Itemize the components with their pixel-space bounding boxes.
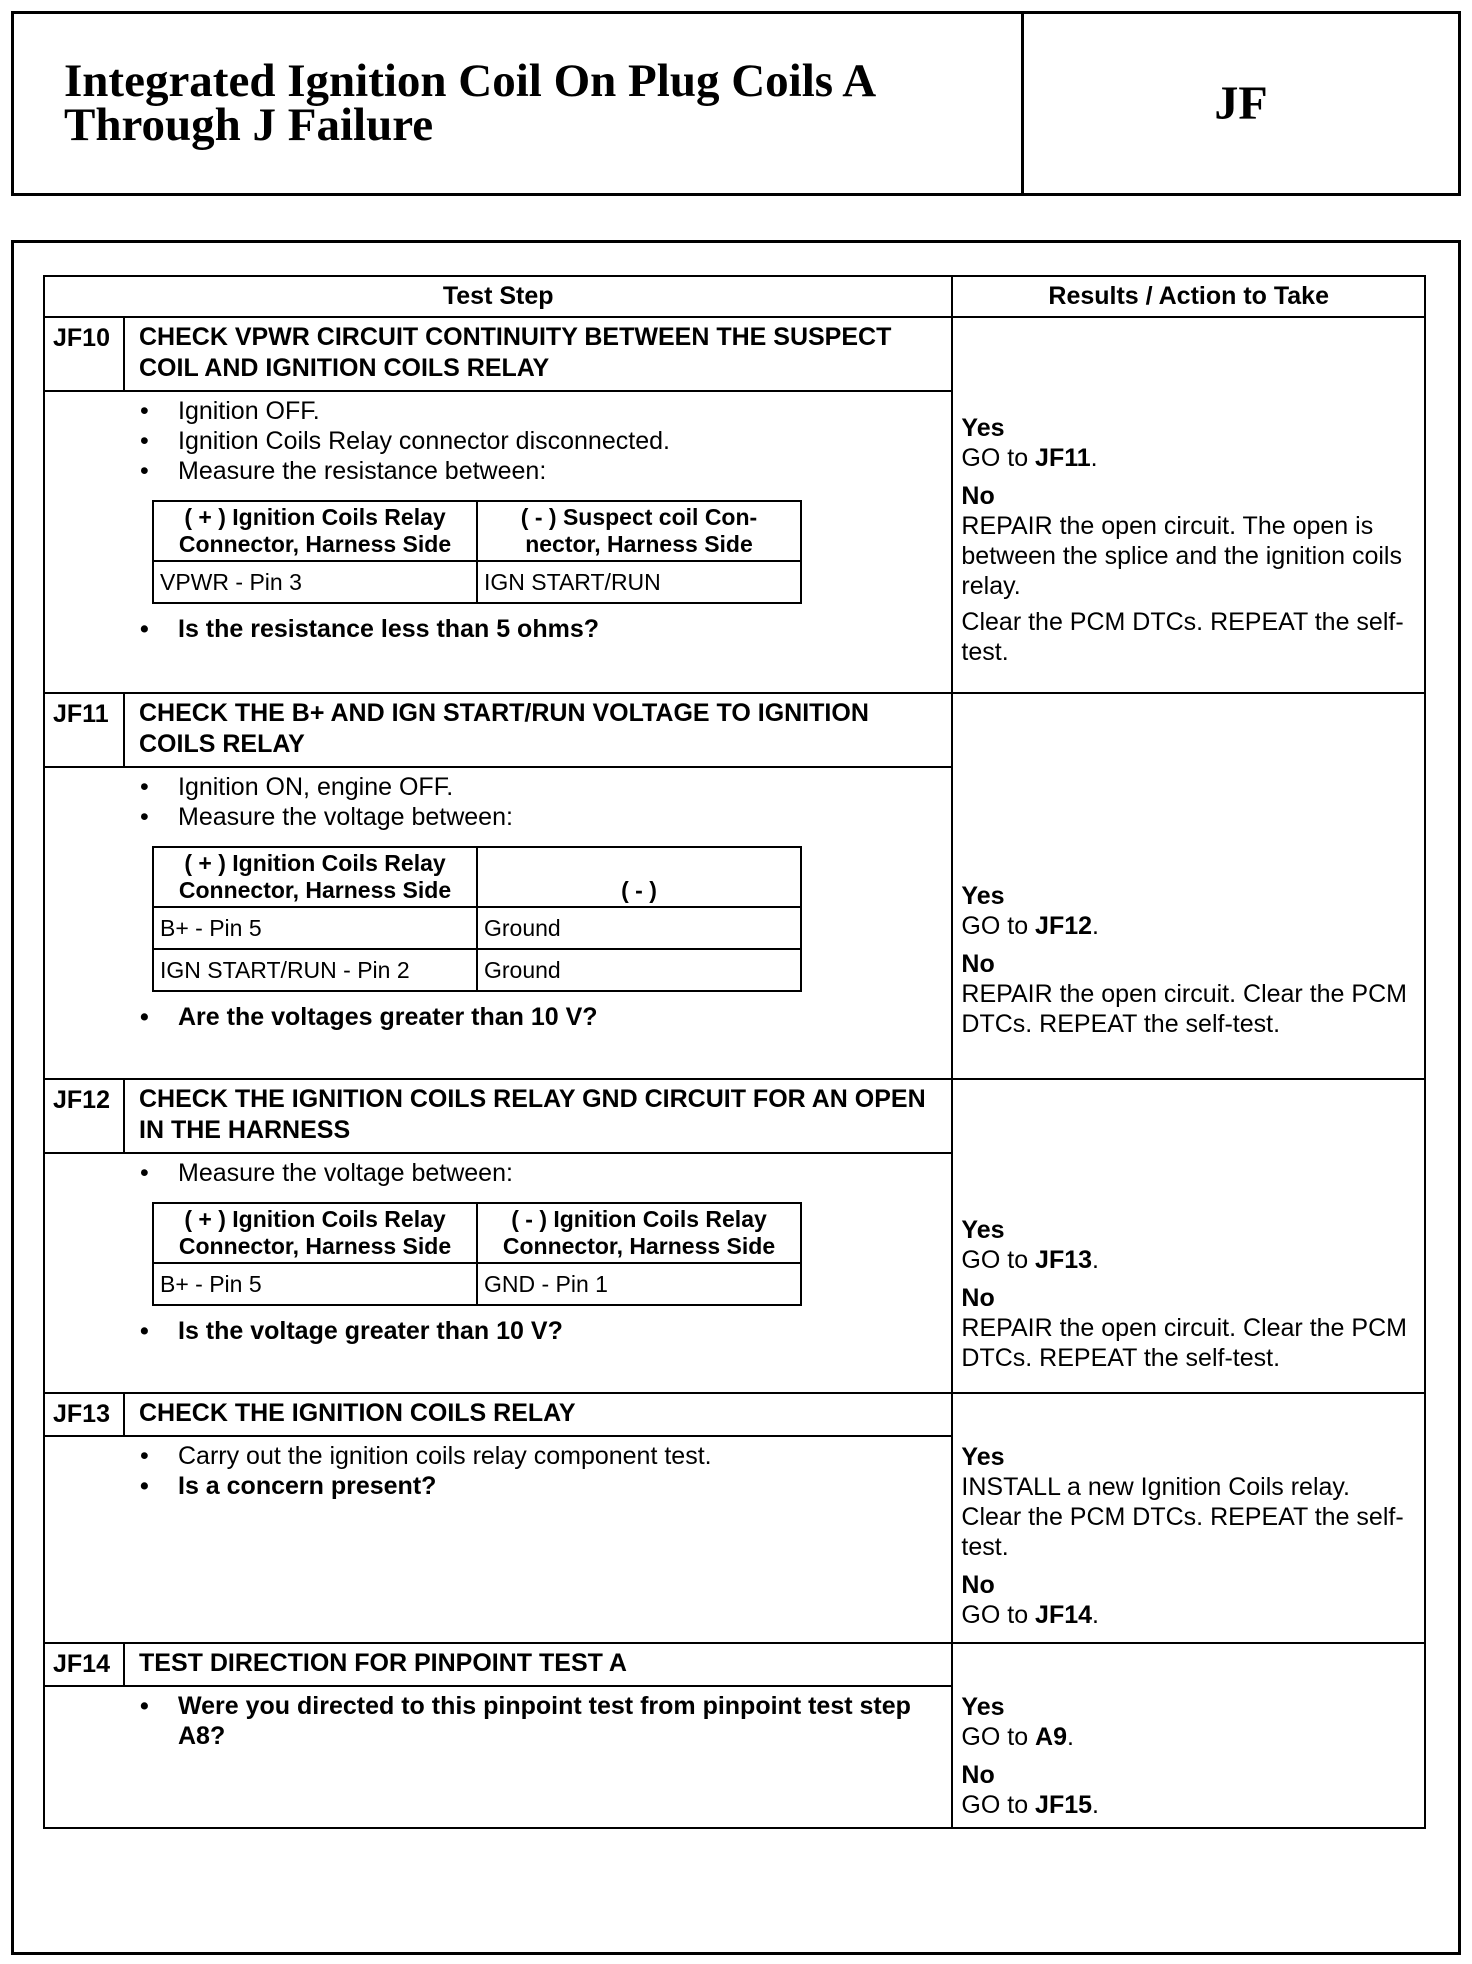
step-row-jf10	[44, 317, 1425, 693]
step-header	[45, 1644, 951, 1687]
bullet-item: • Ignition OFF.	[140, 396, 951, 426]
yes-label: Yes	[961, 414, 1005, 442]
no-label: No	[961, 482, 995, 510]
bullet-item: • Measure the resistance between:	[140, 456, 951, 486]
measurement-header-plus: ( + ) Ignition Coils Relay Connector, Harness Side	[153, 1203, 477, 1263]
yes-label: Yes	[961, 1216, 1005, 1244]
go-to-text: GO to	[961, 1601, 1029, 1629]
result-cell	[952, 317, 1425, 693]
section-code: JF	[1214, 77, 1268, 130]
step-row-jf14	[44, 1643, 1425, 1828]
no-label: No	[961, 1284, 995, 1312]
step-body	[45, 1687, 951, 1757]
step-reference: JF13	[1035, 1246, 1093, 1274]
yes-action: GO to JF12.	[961, 912, 1099, 940]
step-header	[45, 1394, 951, 1437]
bullet-item: • Measure the voltage between:	[140, 1158, 951, 1188]
step-id: JF11	[45, 694, 125, 766]
go-to-text: GO to	[961, 1723, 1029, 1751]
result-cell	[952, 1643, 1425, 1828]
yes-label: Yes	[961, 882, 1005, 910]
step-title: TEST DIRECTION FOR PINPOINT TEST A	[139, 1649, 627, 1677]
result-cell	[952, 1079, 1425, 1393]
measurement-cell: IGN START/RUN - Pin 2	[153, 949, 477, 991]
title-line-2: Through J Failure	[64, 99, 434, 151]
no-action: GO to JF14.	[961, 1601, 1099, 1629]
bullet-item: • Measure the voltage between:	[140, 802, 951, 832]
step-body	[45, 392, 951, 650]
step-header	[45, 318, 951, 392]
measurement-header-minus: ( - ) Ignition Coils Relay Connector, Harness Side	[477, 1203, 801, 1263]
step-reference: A9	[1035, 1723, 1068, 1751]
result-block	[953, 343, 1424, 667]
step-question: • Are the voltages greater than 10 V?	[140, 1002, 951, 1032]
measurement-header-minus: ( - )	[477, 847, 801, 907]
result-cell	[952, 693, 1425, 1079]
step-reference: JF15	[1035, 1791, 1093, 1819]
bullet-item: • Ignition ON, engine OFF.	[140, 772, 951, 802]
step-body	[45, 1154, 951, 1352]
step-cell	[44, 693, 952, 1079]
no-action: REPAIR the open circuit. The open is between the splice and the ignition coils relay.	[961, 512, 1402, 600]
step-title: CHECK THE B+ AND IGN START/RUN VOLTAGE TO IGNITION COILS RELAY	[139, 699, 869, 758]
bullet-item: • Carry out the ignition coils relay component test.	[140, 1441, 951, 1471]
measurement-cell: GND - Pin 1	[477, 1263, 801, 1305]
step-question: • Were you directed to this pinpoint test from pinpoint test step A8?	[140, 1691, 911, 1751]
pinpoint-test-table	[43, 275, 1426, 1829]
step-cell	[44, 1643, 952, 1828]
step-header	[45, 1080, 951, 1154]
table-header-row	[44, 276, 1425, 317]
col-results: Results / Action to Take	[952, 276, 1425, 317]
step-reference: JF12	[1035, 912, 1093, 940]
result-cell	[952, 1393, 1425, 1643]
step-row-jf13	[44, 1393, 1425, 1643]
no-action: REPAIR the open circuit. Clear the PCM DTCs. REPEAT the self-test.	[961, 1314, 1407, 1372]
measurement-header-minus: ( - ) Suspect coil Con-nector, Harness Side	[477, 501, 801, 561]
go-to-text: GO to	[961, 912, 1029, 940]
measurement-cell: Ground	[477, 949, 801, 991]
no-action: GO to JF15.	[961, 1791, 1099, 1819]
step-body	[45, 768, 951, 1038]
step-body	[45, 1437, 951, 1507]
measurement-table	[152, 500, 802, 604]
no-label: No	[961, 1571, 995, 1599]
measurement-header-plus: ( + ) Ignition Coils Relay Connector, Harness Side	[153, 501, 477, 561]
step-title: CHECK VPWR CIRCUIT CONTINUITY BETWEEN THE SUSPECT COIL AND IGNITION COILS RELAY	[139, 323, 892, 382]
step-title: CHECK THE IGNITION COILS RELAY	[139, 1399, 576, 1427]
step-title: CHECK THE IGNITION COILS RELAY GND CIRCUIT FOR AN OPEN IN THE HARNESS	[139, 1085, 926, 1144]
yes-action: GO to JF13.	[961, 1246, 1099, 1274]
measurement-cell: VPWR - Pin 3	[153, 561, 477, 603]
page-header	[11, 11, 1461, 196]
result-block	[953, 733, 1424, 1039]
measurement-cell: Ground	[477, 907, 801, 949]
measurement-cell: B+ - Pin 5	[153, 1263, 477, 1305]
step-id: JF14	[45, 1644, 125, 1685]
step-question: • Is a concern present?	[140, 1471, 951, 1501]
step-id: JF10	[45, 318, 125, 390]
col-test-step: Test Step	[44, 276, 952, 317]
step-id: JF12	[45, 1080, 125, 1152]
go-to-text: GO to	[961, 1791, 1029, 1819]
page-title	[14, 14, 1024, 193]
step-question: • Is the resistance less than 5 ohms?	[140, 614, 951, 644]
yes-action: INSTALL a new Ignition Coils relay. Clear the PCM DTCs. REPEAT the self-test.	[961, 1473, 1404, 1561]
no-label: No	[961, 950, 995, 978]
result-block	[953, 1099, 1424, 1373]
result-block	[953, 1394, 1424, 1630]
step-cell	[44, 1079, 952, 1393]
bullet-item: • Ignition Coils Relay connector disconnected.	[140, 426, 951, 456]
step-question: • Is the voltage greater than 10 V?	[140, 1316, 951, 1346]
yes-action: GO to JF11.	[961, 444, 1098, 472]
measurement-table	[152, 1202, 802, 1306]
step-row-jf11	[44, 693, 1425, 1079]
go-to-text: GO to	[961, 1246, 1029, 1274]
measurement-header-plus: ( + ) Ignition Coils Relay Connector, Harness Side	[153, 847, 477, 907]
step-cell	[44, 317, 952, 693]
measurement-cell: IGN START/RUN	[477, 561, 801, 603]
yes-label: Yes	[961, 1693, 1005, 1721]
step-cell	[44, 1393, 952, 1643]
no-action: REPAIR the open circuit. Clear the PCM DTCs. REPEAT the self-test.	[961, 980, 1407, 1038]
step-row-jf12	[44, 1079, 1425, 1393]
yes-label: Yes	[961, 1443, 1005, 1471]
measurement-cell: B+ - Pin 5	[153, 907, 477, 949]
go-to-text: GO to	[961, 444, 1029, 472]
step-reference: JF14	[1035, 1601, 1093, 1629]
step-id: JF13	[45, 1394, 125, 1435]
no-label: No	[961, 1761, 995, 1789]
yes-action: GO to A9.	[961, 1723, 1074, 1751]
result-block	[953, 1644, 1424, 1820]
title-line-1: Integrated Ignition Coil On Plug Coils A	[64, 55, 877, 107]
no-action-2: Clear the PCM DTCs. REPEAT the self-test.	[961, 608, 1404, 666]
step-header	[45, 694, 951, 768]
measurement-table	[152, 846, 802, 992]
step-reference: JF11	[1035, 444, 1091, 472]
